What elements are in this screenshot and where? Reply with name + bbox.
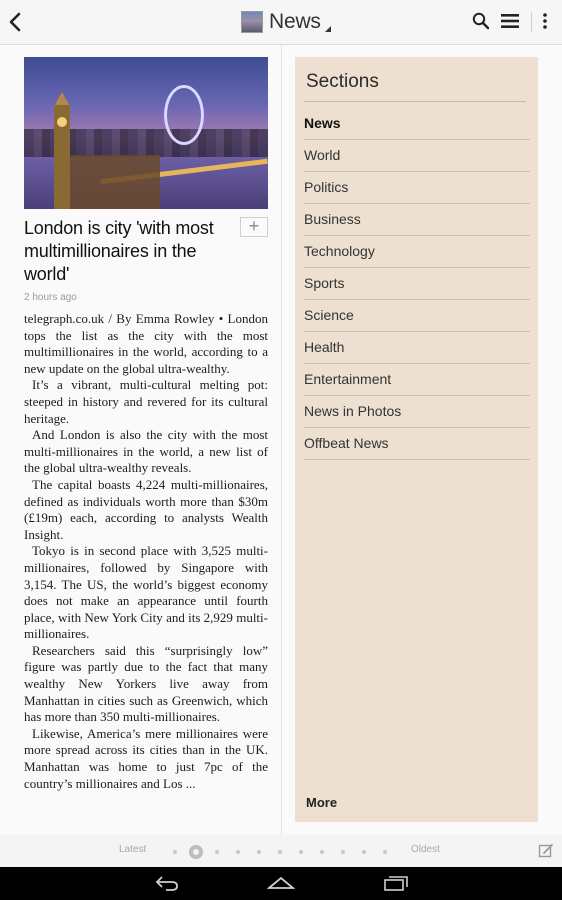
headline-row — [24, 217, 268, 286]
page-title: News — [269, 10, 321, 33]
article-timestamp: 2 hours ago — [24, 292, 77, 303]
article-paragraph: And London is also the city with the most multi-millionaires in the world, a new list of the global ultra-wealthy reveals. — [24, 427, 268, 476]
oldest-label[interactable]: Oldest — [411, 844, 440, 855]
back-icon[interactable] — [6, 10, 26, 34]
section-item-business[interactable]: Business — [304, 204, 530, 236]
title-dropdown[interactable] — [241, 8, 331, 36]
section-item-news-in-photos[interactable]: News in Photos — [304, 396, 530, 428]
sections-list — [304, 108, 530, 460]
article-paragraph: The capital boasts 4,224 multi-millionaires, defined as individuals worth more than $30m (£19m) each, according to analysts Wealth Insight. — [24, 476, 268, 542]
sections-panel — [295, 57, 538, 822]
page-dot[interactable] — [299, 850, 303, 854]
nav-back-icon[interactable] — [154, 874, 180, 897]
article-paragraph: Likewise, America’s mere millionaires were more spread across its cities than in the UK. Manhattan was home to just 7pc of the country’s millionaires and Los ... — [24, 725, 268, 791]
page-dot[interactable] — [278, 850, 282, 854]
add-button[interactable]: + — [240, 217, 268, 237]
article-column — [24, 57, 268, 792]
toolbar-divider — [531, 12, 532, 32]
menu-icon[interactable] — [500, 11, 520, 36]
article-paragraph: It’s a vibrant, multi-cultural melting pot: steeped in history and revered for its cultural heritage. — [24, 377, 268, 426]
page-dot[interactable] — [362, 850, 366, 854]
section-item-world[interactable]: World — [304, 140, 530, 172]
section-item-news[interactable]: News — [304, 108, 530, 140]
article-headline[interactable]: London is city 'with most multimillionaires in the world' — [24, 218, 214, 284]
section-item-offbeat-news[interactable]: Offbeat News — [304, 428, 530, 460]
main-content — [0, 45, 562, 835]
sections-title: Sections — [306, 71, 379, 92]
section-item-technology[interactable]: Technology — [304, 236, 530, 268]
system-nav-bar — [0, 867, 562, 900]
dropdown-caret-icon — [325, 26, 331, 32]
article-paragraph: telegraph.co.uk / By Emma Rowley • London tops the list as the city with the most multimillionaires in the world, according to a new update on the global ultra-wealthy. — [24, 311, 268, 376]
section-item-entertainment[interactable]: Entertainment — [304, 364, 530, 396]
article-image[interactable] — [24, 57, 268, 209]
page-dot[interactable] — [173, 850, 177, 854]
section-item-politics[interactable]: Politics — [304, 172, 530, 204]
page-dot[interactable] — [341, 850, 345, 854]
section-item-health[interactable]: Health — [304, 332, 530, 364]
page-dot[interactable] — [236, 850, 240, 854]
page-indicator-bar — [0, 835, 562, 867]
page-dot-current[interactable] — [189, 845, 203, 859]
action-bar — [0, 0, 562, 45]
page-dot[interactable] — [383, 850, 387, 854]
column-divider — [281, 45, 282, 835]
page-dot[interactable] — [320, 850, 324, 854]
article-body — [24, 311, 268, 792]
page-dot[interactable] — [215, 850, 219, 854]
overflow-icon[interactable] — [541, 11, 549, 36]
edit-icon[interactable] — [538, 843, 554, 864]
section-item-sports[interactable]: Sports — [304, 268, 530, 300]
latest-label[interactable]: Latest — [119, 844, 147, 855]
recent-apps-icon[interactable] — [383, 874, 409, 897]
article-paragraph: Tokyo is in second place with 3,525 multi-millionaires, followed by Singapore with 3,154. The US, the world’s biggest economy does not make an appearance until fourth place, with New York City and its 2,929 multi-millionaires. — [24, 543, 268, 642]
home-icon[interactable] — [267, 874, 295, 897]
news-thumbnail-icon — [241, 11, 263, 33]
search-icon[interactable] — [472, 11, 490, 36]
section-item-science[interactable]: Science — [304, 300, 530, 332]
sections-title-divider — [304, 101, 526, 102]
page-dot[interactable] — [257, 850, 261, 854]
more-button[interactable]: More — [306, 795, 338, 810]
article-paragraph: Researchers said this “surprisingly low” figure was partly due to the fact that many wealthy New Yorkers live away from Manhattan in cities such as Greenwich, which has more than 350 multi-millionaires. — [24, 642, 268, 725]
